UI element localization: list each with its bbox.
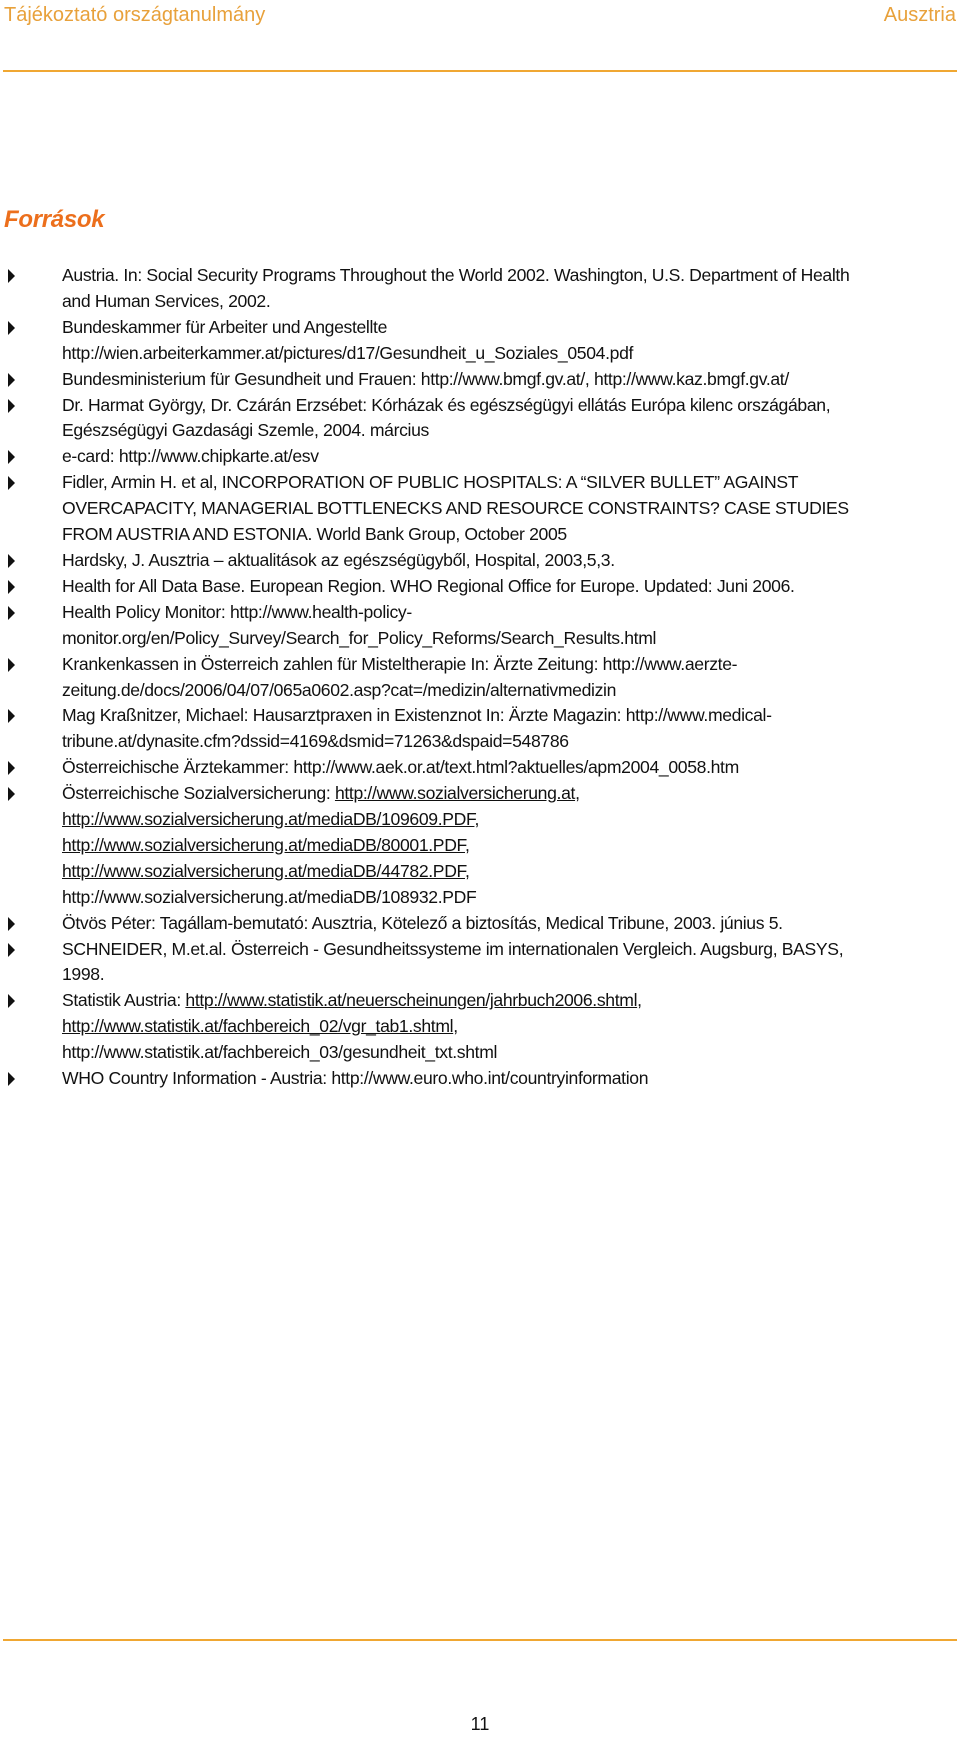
reference-text: Österreichische Ärztekammer: http://www.aek.or.at/text.html?aktuelles/apm2004_0058.htm	[62, 757, 739, 778]
triangle-bullet-icon	[8, 917, 15, 931]
reference-line	[62, 626, 940, 652]
reference-text: http://www.statistik.at/fachbereich_03/gesundheit_txt.shtml	[62, 1042, 498, 1063]
triangle-bullet-icon	[8, 658, 15, 672]
triangle-bullet-icon	[8, 943, 15, 957]
reference-line	[62, 859, 940, 885]
reference-line	[62, 522, 940, 548]
reference-line	[62, 341, 940, 367]
list-item	[0, 1066, 940, 1092]
reference-text: Health for All Data Base. European Region. WHO Regional Office for Europe. Updated: Juni 2006.	[62, 575, 795, 596]
reference-text: monitor.org/en/Policy_Survey/Search_for_Policy_Reforms/Search_Results.html	[62, 627, 657, 648]
reference-text: 1998.	[62, 964, 105, 985]
list-item	[0, 574, 940, 600]
list-item	[0, 600, 940, 652]
reference-text: Fidler, Armin H. et al, INCORPORATION OF PUBLIC HOSPITALS: A “SILVER BULLET” AGAINST	[62, 472, 799, 493]
reference-text: ,	[453, 1016, 458, 1037]
list-item	[0, 444, 940, 470]
reference-text: ,	[465, 860, 470, 881]
reference-text: Ötvös Péter: Tagállam-bemutató: Ausztria, Kötelező a biztosítás, Medical Tribune, 2003. június 5.	[62, 912, 783, 933]
reference-line	[62, 444, 940, 470]
triangle-bullet-icon	[8, 787, 15, 801]
reference-text: tribune.at/dynasite.cfm?dssid=4169&dsmid=71263&dspaid=548786	[62, 731, 569, 752]
section-title: Források	[4, 206, 105, 233]
reference-line	[62, 263, 940, 289]
reference-line	[62, 988, 940, 1014]
list-item	[0, 755, 940, 781]
reference-line	[62, 393, 940, 419]
reference-line	[62, 470, 940, 496]
reference-line	[62, 755, 940, 781]
reference-line	[62, 833, 940, 859]
reference-line	[62, 703, 940, 729]
reference-list	[0, 263, 940, 1092]
list-item	[0, 367, 940, 393]
reference-line	[62, 678, 940, 704]
reference-link[interactable]: http://www.statistik.at/fachbereich_02/vgr_tab1.shtml	[62, 1016, 454, 1037]
triangle-bullet-icon	[8, 399, 15, 413]
reference-text: Egészségügyi Gazdasági Szemle, 2004. március	[62, 420, 429, 441]
reference-link[interactable]: http://www.sozialversicherung.at	[334, 783, 576, 804]
reference-text: Österreichische Sozialversicherung:	[62, 783, 335, 804]
reference-text: SCHNEIDER, M.et.al. Österreich - Gesundheitssysteme im internationalen Vergleich. Augsburg, BASYS,	[62, 938, 844, 959]
reference-line	[62, 574, 940, 600]
reference-line	[62, 652, 940, 678]
page-header	[0, 0, 960, 72]
triangle-bullet-icon	[8, 269, 15, 283]
reference-text: Austria. In: Social Security Programs Throughout the World 2002. Washington, U.S. Department of Health	[62, 265, 850, 285]
reference-text: FROM AUSTRIA AND ESTONIA. World Bank Group, October 2005	[62, 524, 567, 545]
list-item	[0, 652, 940, 704]
reference-line	[62, 729, 940, 755]
country-title: Ausztria	[883, 4, 956, 26]
list-item	[0, 988, 940, 1066]
reference-line	[62, 937, 940, 963]
reference-line	[62, 807, 940, 833]
triangle-bullet-icon	[8, 1072, 15, 1086]
list-item	[0, 548, 940, 574]
triangle-bullet-icon	[8, 994, 15, 1008]
reference-link[interactable]: http://www.sozialversicherung.at/mediaDB/44782.PDF	[62, 860, 465, 881]
reference-text: OVERCAPACITY, MANAGERIAL BOTTLENECKS AND RESOURCE CONSTRAINTS? CASE STUDIES	[62, 498, 849, 519]
triangle-bullet-icon	[8, 450, 15, 464]
reference-line	[62, 496, 940, 522]
reference-line	[62, 1014, 940, 1040]
reference-text: WHO Country Information - Austria: http://www.euro.who.int/countryinformation	[62, 1068, 649, 1089]
reference-line	[62, 367, 940, 393]
reference-text: http://wien.arbeiterkammer.at/pictures/d17/Gesundheit_u_Soziales_0504.pdf	[62, 342, 634, 363]
reference-text: Bundeskammer für Arbeiter und Angestellte	[62, 316, 388, 337]
reference-link[interactable]: http://www.sozialversicherung.at/mediaDB/109609.PDF	[62, 809, 475, 830]
reference-text: zeitung.de/docs/2006/04/07/065a0602.asp?cat=/medizin/alternativmedizin	[62, 679, 617, 700]
reference-link[interactable]: http://www.statistik.at/neuerscheinungen/jahrbuch2006.shtml	[185, 990, 638, 1011]
triangle-bullet-icon	[8, 373, 15, 387]
reference-text: ,	[474, 809, 479, 830]
reference-line	[62, 418, 940, 444]
list-item	[0, 781, 940, 911]
list-item	[0, 263, 940, 315]
reference-line	[62, 781, 940, 807]
reference-text: Mag Kraßnitzer, Michael: Hausarztpraxen in Existenznot In: Ärzte Magazin: http://www.medical-	[62, 705, 772, 726]
list-item	[0, 393, 940, 445]
list-item	[0, 315, 940, 367]
reference-text: Krankenkassen in Österreich zahlen für Misteltherapie In: Ärzte Zeitung: http://www.aerzte-	[62, 653, 738, 674]
header-divider	[3, 70, 957, 72]
footer-divider	[3, 1639, 957, 1641]
list-item	[0, 703, 940, 755]
reference-line	[62, 911, 940, 937]
reference-line	[62, 315, 940, 341]
triangle-bullet-icon	[8, 321, 15, 335]
reference-link[interactable]: http://www.sozialversicherung.at/mediaDB/80001.PDF	[62, 834, 465, 855]
reference-line	[62, 1040, 940, 1066]
reference-text: Dr. Harmat György, Dr. Czárán Erzsébet: Kórházak és egészségügyi ellátás Európa kilenc országában,	[62, 394, 831, 415]
reference-text: e-card: http://www.chipkarte.at/esv	[62, 446, 319, 467]
page-number: 11	[470, 1714, 490, 1734]
triangle-bullet-icon	[8, 606, 15, 620]
reference-line	[62, 962, 940, 988]
reference-text: Hardsky, J. Ausztria – aktualitások az egészségügyből, Hospital, 2003,5,3.	[62, 549, 615, 570]
reference-text: ,	[637, 990, 642, 1011]
list-item	[0, 911, 940, 937]
reference-line	[62, 600, 940, 626]
list-item	[0, 937, 940, 989]
reference-text: ,	[465, 834, 470, 855]
triangle-bullet-icon	[8, 761, 15, 775]
reference-text: Statistik Austria:	[62, 990, 186, 1011]
reference-text: Bundesministerium für Gesundheit und Frauen: http://www.bmgf.gv.at/, http://www.kaz.bmgf.gv.at/	[62, 368, 789, 389]
reference-line	[62, 1066, 940, 1092]
triangle-bullet-icon	[8, 580, 15, 594]
reference-text: ,	[575, 783, 580, 804]
triangle-bullet-icon	[8, 476, 15, 490]
triangle-bullet-icon	[8, 554, 15, 568]
list-item	[0, 470, 940, 548]
reference-text: http://www.sozialversicherung.at/mediaDB/108932.PDF	[62, 886, 477, 907]
reference-line	[62, 548, 940, 574]
reference-text: Health Policy Monitor: http://www.health-policy-	[62, 601, 412, 622]
document-title: Tájékoztató országtanulmány	[4, 4, 266, 26]
triangle-bullet-icon	[8, 709, 15, 723]
reference-text: and Human Services, 2002.	[62, 290, 271, 311]
reference-line	[62, 885, 940, 911]
reference-line	[62, 289, 940, 315]
